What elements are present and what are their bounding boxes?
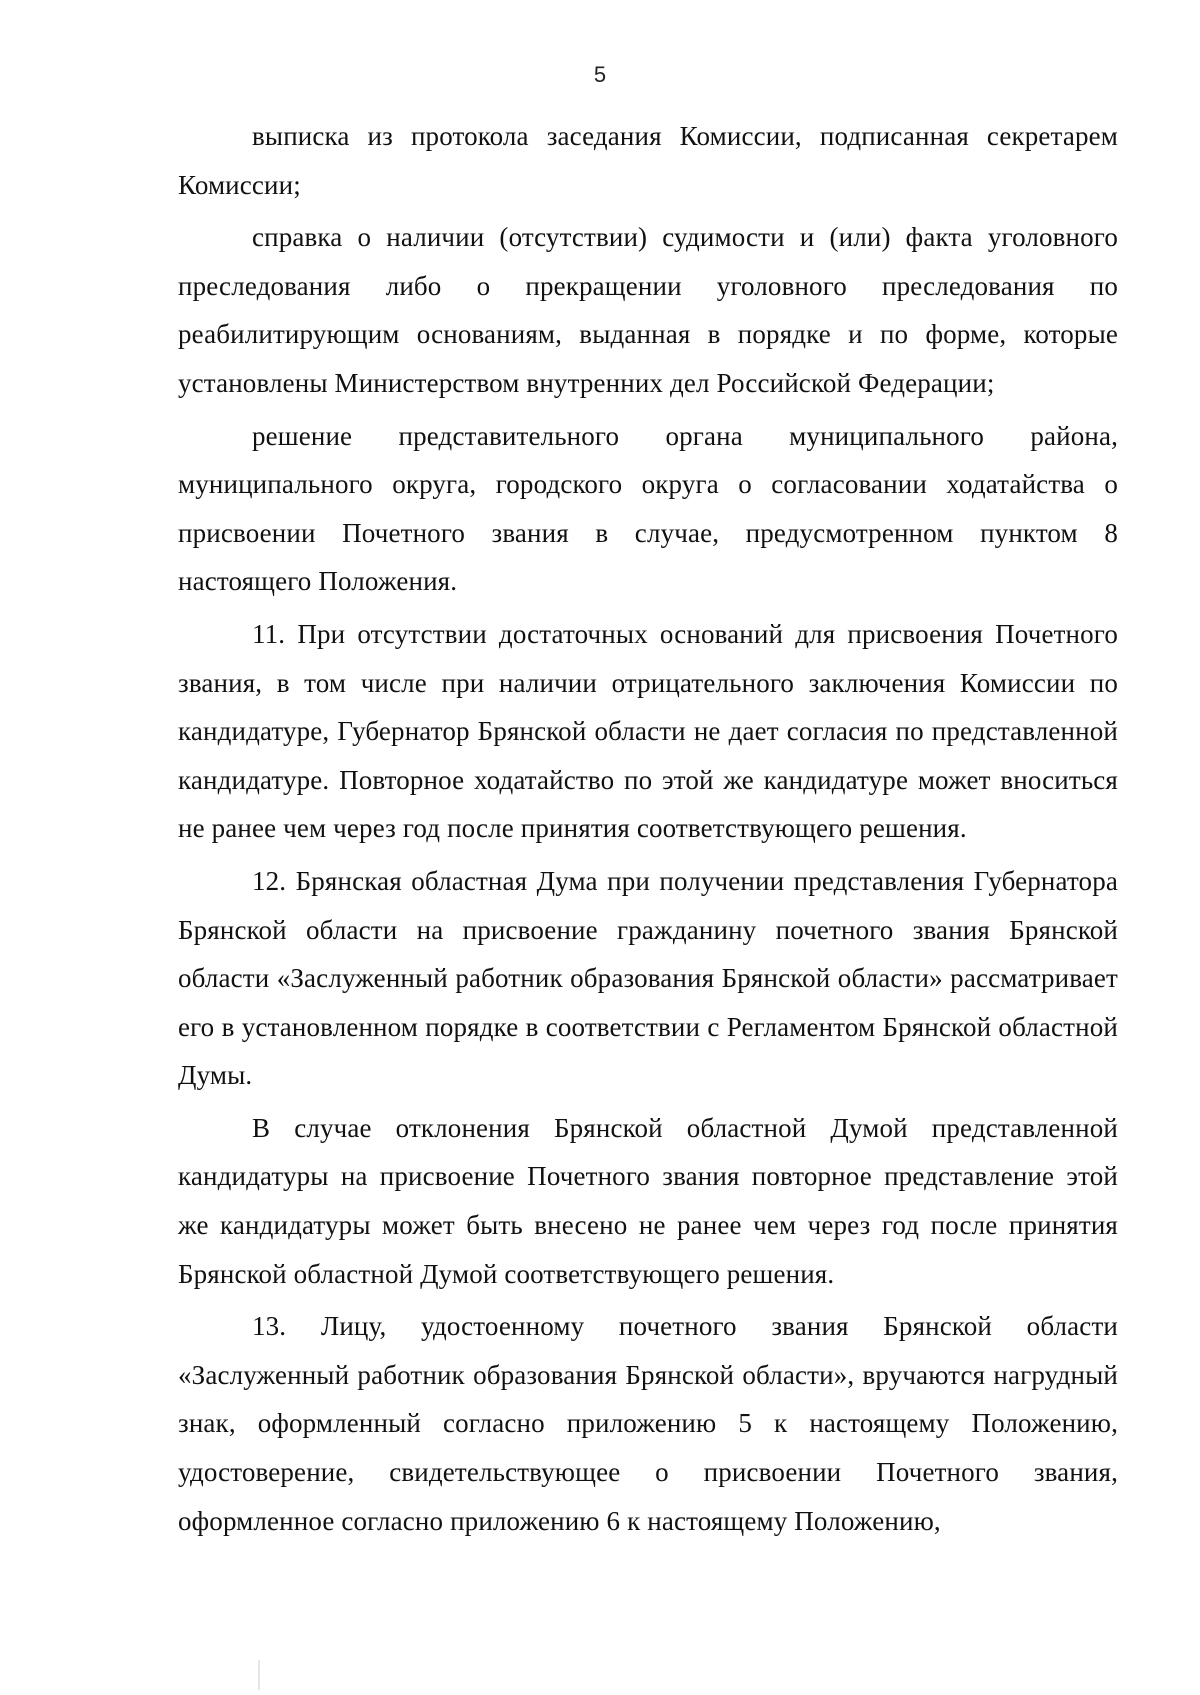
paragraph-extract-protocol: выписка из протокола заседания Комиссии, подписанная секретарем Комиссии; xyxy=(178,121,1118,200)
scan-artifact xyxy=(258,1660,260,1690)
paragraph-criminal-record-certificate: справка о наличии (отсутствии) судимости и (или) факта уголовного преследования либо о прекращении уголовного преследования по реабилитирующим основаниям, выданная в порядке и по форме, которые установлены Министерством внутренних дел Российской Федерации; xyxy=(178,222,1118,398)
paragraph-clause-11: 11. При отсутствии достаточных оснований для присвоения Почетного звания, в том числе при наличии отрицательного заключения Комиссии по кандидатуре, Губернатор Брянской области не дает согласия по представленной кандидатуре. Повторное ходатайство по этой же кандидатуре может вноситься не ранее чем через год после принятия соответствующего решения. xyxy=(178,618,1118,844)
paragraph-municipal-decision: решение представительного органа муниципального района, муниципального округа, городского округа о согласовании ходатайства о присвоении Почетного звания в случае, предусмотренном пунктом 8 настоящего Положения. xyxy=(178,420,1118,597)
paragraph-clause-12: 12. Брянская областная Дума при получении представления Губернатора Брянской области на присвоение гражданину почетного звания Брянской области «Заслуженный работник образования Брянской области» рассматривает его в установленном порядке в соответствии с Регламентом Брянской областной Думы. xyxy=(178,865,1118,1091)
paragraph-clause-13: 13. Лицу, удостоенному почетного звания Брянской области «Заслуженный работник образования Брянской области», вручаются нагрудный знак, оформленный согласно приложению 5 к настоящему Положению, удостоверение, свидетельствующее о присвоении Почетного звания, оформленное согласно приложению 6 к настоящему Положению, xyxy=(178,1311,1118,1536)
paragraph-rejection-case: В случае отклонения Брянской областной Думой представленной кандидатуры на присвоение Почетного звания повторное представление этой же кандидатуры может быть внесено не ранее чем через год после принятия Брянской областной Думой соответствующего решения. xyxy=(178,1112,1118,1289)
page-number: 5 xyxy=(593,62,607,87)
document-body xyxy=(178,112,1118,1549)
